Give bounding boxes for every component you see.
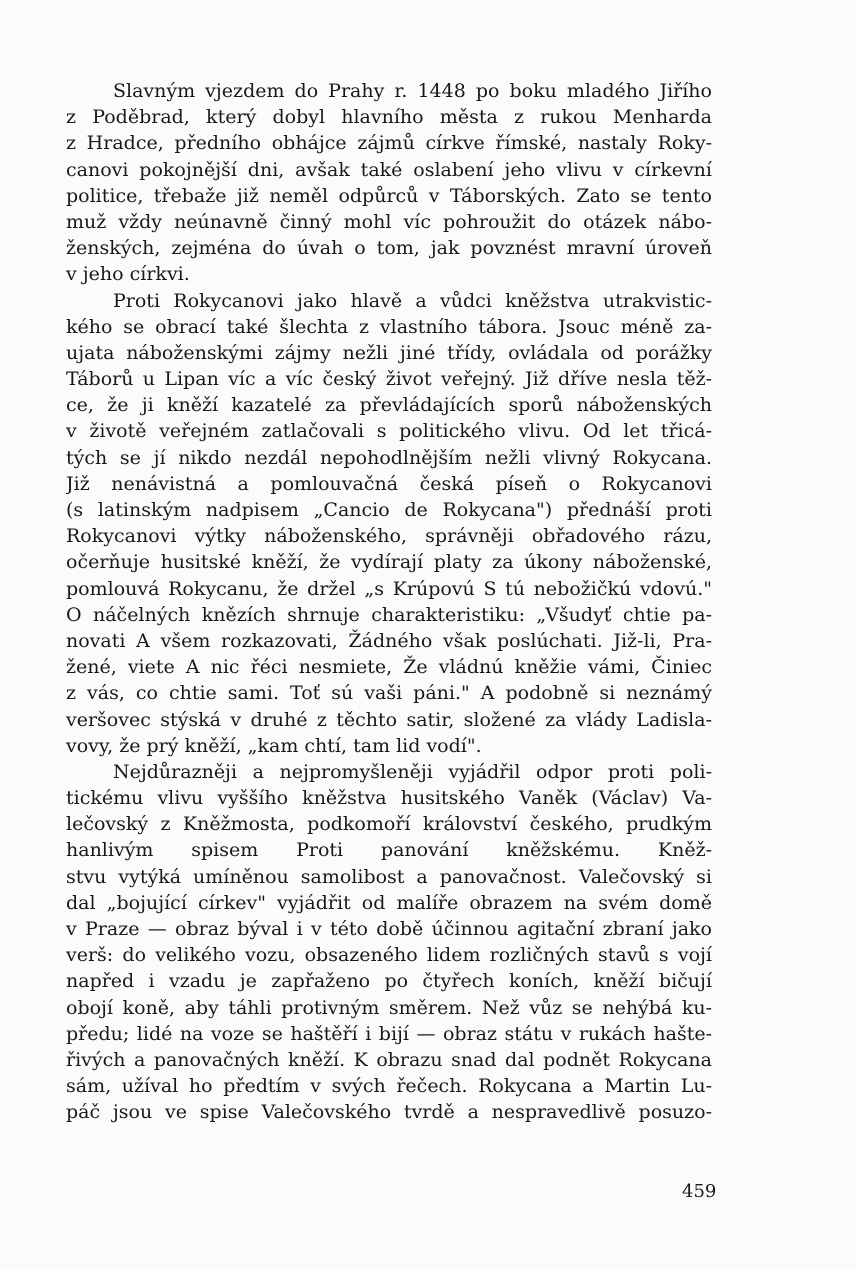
text-line: canovi pokojnější dni, avšak také oslabení jeho vlivu v církevní [66,158,712,181]
text-line: stvu vytýká umíněnou samolibost a panovačnost. Valečovský si [66,865,712,888]
text-line: z vás, co chtie sami. Toť sú vaši páni." A podobně si neznámý [66,682,712,705]
text-line: žené, viete A nic řéci nesmiete, Že vládnú kněžie vámi, Činiec [66,656,712,679]
text-line: páč jsou ve spise Valečovského tvrdě a nespravedlivě posuzo- [66,1101,712,1124]
text-line: ženských, zejména do úvah o tom, jak povznést mravní úroveň [66,237,712,260]
text-line: Nejdůrazněji a nejpromyšleněji vyjádřil odpor proti poli- [113,760,712,783]
text-line: Táborů u Lipan víc a víc český život veřejný. Již dříve nesla těž- [66,368,712,391]
text-line: hanlivým spisem Proti panování kněžskému. Kněž- [66,839,712,862]
text-line: Rokycanovi výtky náboženského, správněji obřadového rázu, [66,525,712,548]
text-line: předu; lidé na voze se haštěří i bijí — obraz státu v rukách hašte- [66,1022,712,1045]
text-line: v životě veřejném zatlačovali s politického vlivu. Od let třicá- [66,420,712,443]
text-line: řivých a panovačných kněží. K obrazu snad dal podnět Rokycana [66,1048,712,1071]
text-line: v Praze — obraz býval i v této době účinnou agitační zbraní jako [66,918,712,940]
page-body [66,78,712,1228]
text-line: z Poděbrad, který dobyl hlavního města z rukou Menharda [66,106,712,129]
text-line: dal „bojující církev" vyjádřit od malíře obrazem na svém domě [66,891,712,914]
text-line: ujata náboženskými zájmy nežli jiné třídy, ovládala od porážky [66,341,712,364]
paragraph-1 [66,78,712,288]
text-line: Již nenávistná a pomlouvačná česká píseň o Rokycanovi [66,472,712,495]
paragraph-3 [66,759,712,1126]
text-line: Slavným vjezdem do Prahy r. 1448 po boku mladého Jiřího [113,80,712,102]
text-line: Proti Rokycanovi jako hlavě a vůdci kněžstva utrakvistic- [113,289,712,312]
paragraph-2 [66,288,712,759]
text-line: v jeho církvi. [66,263,190,286]
text-line: ce, že ji kněží kazatelé za převládajících sporů náboženských [66,394,712,417]
text-line: (s latinským nadpisem „Cancio de Rokycana") přednáší proti [66,499,712,521]
text-line: lečovský z Kněžmosta, podkomoří království českého, prudkým [66,813,712,836]
text-line: O náčelných knězích shrnuje charakteristiku: „Všudyť chtie pa- [66,603,712,626]
text-line: verš: do velikého vozu, obsazeného lidem rozličných stavů s vojí [66,944,712,967]
text-line: veršovec stýská v druhé z těchto satir, složené za vlády Ladisla- [66,708,712,731]
page-number: 459 [682,1181,717,1202]
text-line: sám, užíval ho předtím v svých řečech. Rokycana a Martin Lu- [66,1075,712,1098]
text-line: z Hradce, předního obhájce zájmů církve římské, nastaly Roky- [66,132,712,155]
text-line: napřed i vzadu je zapřaženo po čtyřech koních, kněží bičují [66,970,712,993]
text-line: pomlouvá Rokycanu, že držel „s Krúpovú S tú nebožičkú vdovú." [66,577,712,600]
text-line: vovy, že prý kněží, „kam chtí, tam lid vodí". [66,734,482,757]
text-line: obojí koně, aby táhli protivným směrem. Než vůz se nehýbá ku- [66,996,712,1019]
text-line: novati A všem rozkazovati, Žádného však poslúchati. Již-li, Pra- [66,629,712,652]
text-line: očerňuje husitské kněží, že vydírají platy za úkony náboženské, [66,551,712,574]
text-line: kého se obrací také šlechta z vlastního tábora. Jsouc méně za- [66,315,712,338]
text-line: tickému vlivu vyššího kněžstva husitského Vaněk (Václav) Va- [66,787,712,810]
text-line: muž vždy neúnavně činný mohl víc pohroužit do otázek nábo- [66,210,712,233]
text-line: politice, třebaže již neměl odpůrců v Táborských. Zato se tento [66,184,712,207]
text-line: tých se jí nikdo nezdál nepohodlnějším nežli vlivný Rokycana. [66,446,712,469]
